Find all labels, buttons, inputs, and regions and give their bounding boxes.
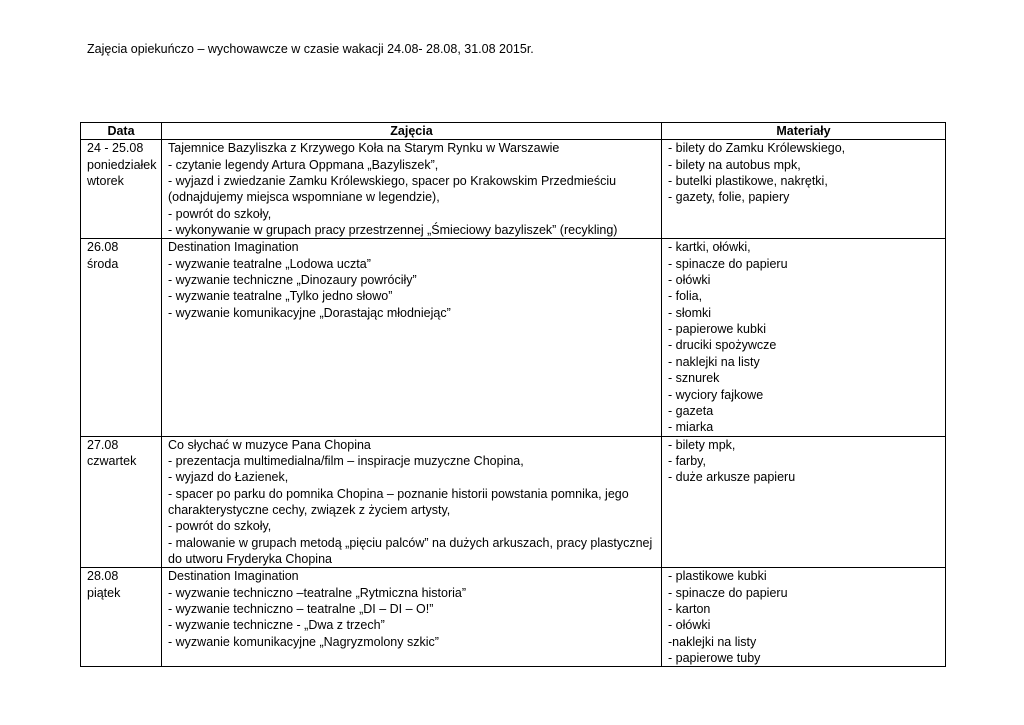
- activity-line: - powrót do szkoły,: [168, 206, 272, 221]
- date-cell: [81, 140, 162, 239]
- material-line: - kartki, ołówki,: [668, 240, 751, 255]
- materials-cell: [662, 568, 946, 667]
- table-row: [81, 239, 946, 436]
- activity-line: - wyzwanie teatralne „Lodowa uczta”: [168, 256, 371, 271]
- material-line: - miarka: [668, 420, 714, 435]
- materials-cell: [662, 436, 946, 568]
- material-line: - papierowe kubki: [668, 322, 766, 337]
- activity-line: Co słychać w muzyce Pana Chopina: [168, 437, 371, 452]
- material-line: - spinacze do papieru: [668, 256, 788, 271]
- activity-line: - wyzwanie techniczne - „Dwa z trzech”: [168, 618, 385, 633]
- date-line: piątek: [87, 585, 121, 600]
- materials-cell: [662, 140, 946, 239]
- activity-line: - prezentacja multimedialna/film – inspiracje muzyczne Chopina,: [168, 453, 524, 468]
- materials-cell: [662, 239, 946, 436]
- activity-line: do utworu Fryderyka Chopina: [168, 551, 332, 566]
- material-line: - gazety, folie, papiery: [668, 190, 790, 205]
- activity-line: - wyzwanie teatralne „Tylko jedno słowo”: [168, 289, 393, 304]
- date-line: 27.08: [87, 437, 119, 452]
- activity-line: - powrót do szkoły,: [168, 519, 272, 534]
- activity-line: charakterystyczne cechy, związek z życiem artysty,: [168, 502, 451, 517]
- header-date: Data: [81, 123, 162, 140]
- activity-line: (odnajdujemy miejsca wspomniane w legendzie),: [168, 190, 440, 205]
- material-line: - naklejki na listy: [668, 354, 760, 369]
- material-line: - folia,: [668, 289, 703, 304]
- activity-line: - wyzwanie techniczne „Dinozaury powróciły”: [168, 273, 417, 288]
- material-line: - butelki plastikowe, nakrętki,: [668, 174, 828, 189]
- date-line: poniedziałek: [87, 157, 157, 172]
- material-line: - druciki spożywcze: [668, 338, 777, 353]
- activity-line: - czytanie legendy Artura Oppmana „Bazyliszek”,: [168, 157, 439, 172]
- activity-line: Destination Imagination: [168, 569, 299, 584]
- activity-line: - malowanie w grupach metodą „pięciu palców” na dużych arkuszach, pracy plastycznej: [168, 535, 653, 550]
- material-line: - bilety na autobus mpk,: [668, 157, 801, 172]
- activity-line: Tajemnice Bazyliszka z Krzywego Koła na Starym Rynku w Warszawie: [168, 141, 560, 156]
- material-line: - karton: [668, 601, 711, 616]
- material-line: - bilety do Zamku Królewskiego,: [668, 141, 846, 156]
- activity-line: - spacer po parku do pomnika Chopina – poznanie historii powstania pomnika, jego: [168, 486, 629, 501]
- activities-cell: [162, 140, 662, 239]
- activities-cell: [162, 568, 662, 667]
- material-line: - wyciory fajkowe: [668, 387, 764, 402]
- document-title: Zajęcia opiekuńczo – wychowawcze w czasie wakacji 24.08- 28.08, 31.08 2015r.: [87, 42, 534, 56]
- table-row: [81, 436, 946, 568]
- date-line: środa: [87, 256, 119, 271]
- activity-line: - wyjazd do Łazienek,: [168, 470, 289, 485]
- material-line: - ołówki: [668, 273, 711, 288]
- table-row: [81, 568, 946, 667]
- header-materials: Materiały: [662, 123, 946, 140]
- activity-line: - wykonywanie w grupach pracy przestrzennej „Śmieciowy bazyliszek” (recykling): [168, 223, 618, 238]
- date-line: 24 - 25.08: [87, 141, 144, 156]
- schedule-table: [80, 122, 946, 667]
- material-line: - bilety mpk,: [668, 437, 736, 452]
- date-line: wtorek: [87, 174, 124, 189]
- table-header-row: [81, 123, 946, 140]
- material-line: - słomki: [668, 305, 712, 320]
- activities-cell: [162, 436, 662, 568]
- material-line: -naklejki na listy: [668, 634, 757, 649]
- date-line: czwartek: [87, 453, 137, 468]
- activity-line: - wyjazd i zwiedzanie Zamku Królewskiego, spacer po Krakowskim Przedmieściu: [168, 174, 617, 189]
- table-row: [81, 140, 946, 239]
- material-line: - spinacze do papieru: [668, 585, 788, 600]
- activity-line: - wyzwanie techniczno –teatralne „Rytmiczna historia”: [168, 585, 467, 600]
- date-line: 28.08: [87, 569, 119, 584]
- material-line: - papierowe tuby: [668, 651, 761, 665]
- activity-line: - wyzwanie komunikacyjne „Nagryzmolony szkic”: [168, 634, 439, 649]
- material-line: - duże arkusze papieru: [668, 470, 796, 485]
- material-line: - ołówki: [668, 618, 711, 633]
- activities-cell: [162, 239, 662, 436]
- activity-line: - wyzwanie techniczno – teatralne „DI – DI – O!”: [168, 601, 434, 616]
- date-line: 26.08: [87, 240, 119, 255]
- material-line: - sznurek: [668, 371, 720, 386]
- material-line: - plastikowe kubki: [668, 569, 767, 584]
- date-cell: [81, 436, 162, 568]
- material-line: - farby,: [668, 453, 706, 468]
- date-cell: [81, 239, 162, 436]
- date-cell: [81, 568, 162, 667]
- activity-line: Destination Imagination: [168, 240, 299, 255]
- material-line: - gazeta: [668, 403, 714, 418]
- header-activities: Zajęcia: [162, 123, 662, 140]
- activity-line: - wyzwanie komunikacyjne „Dorastając młodniejąc”: [168, 305, 451, 320]
